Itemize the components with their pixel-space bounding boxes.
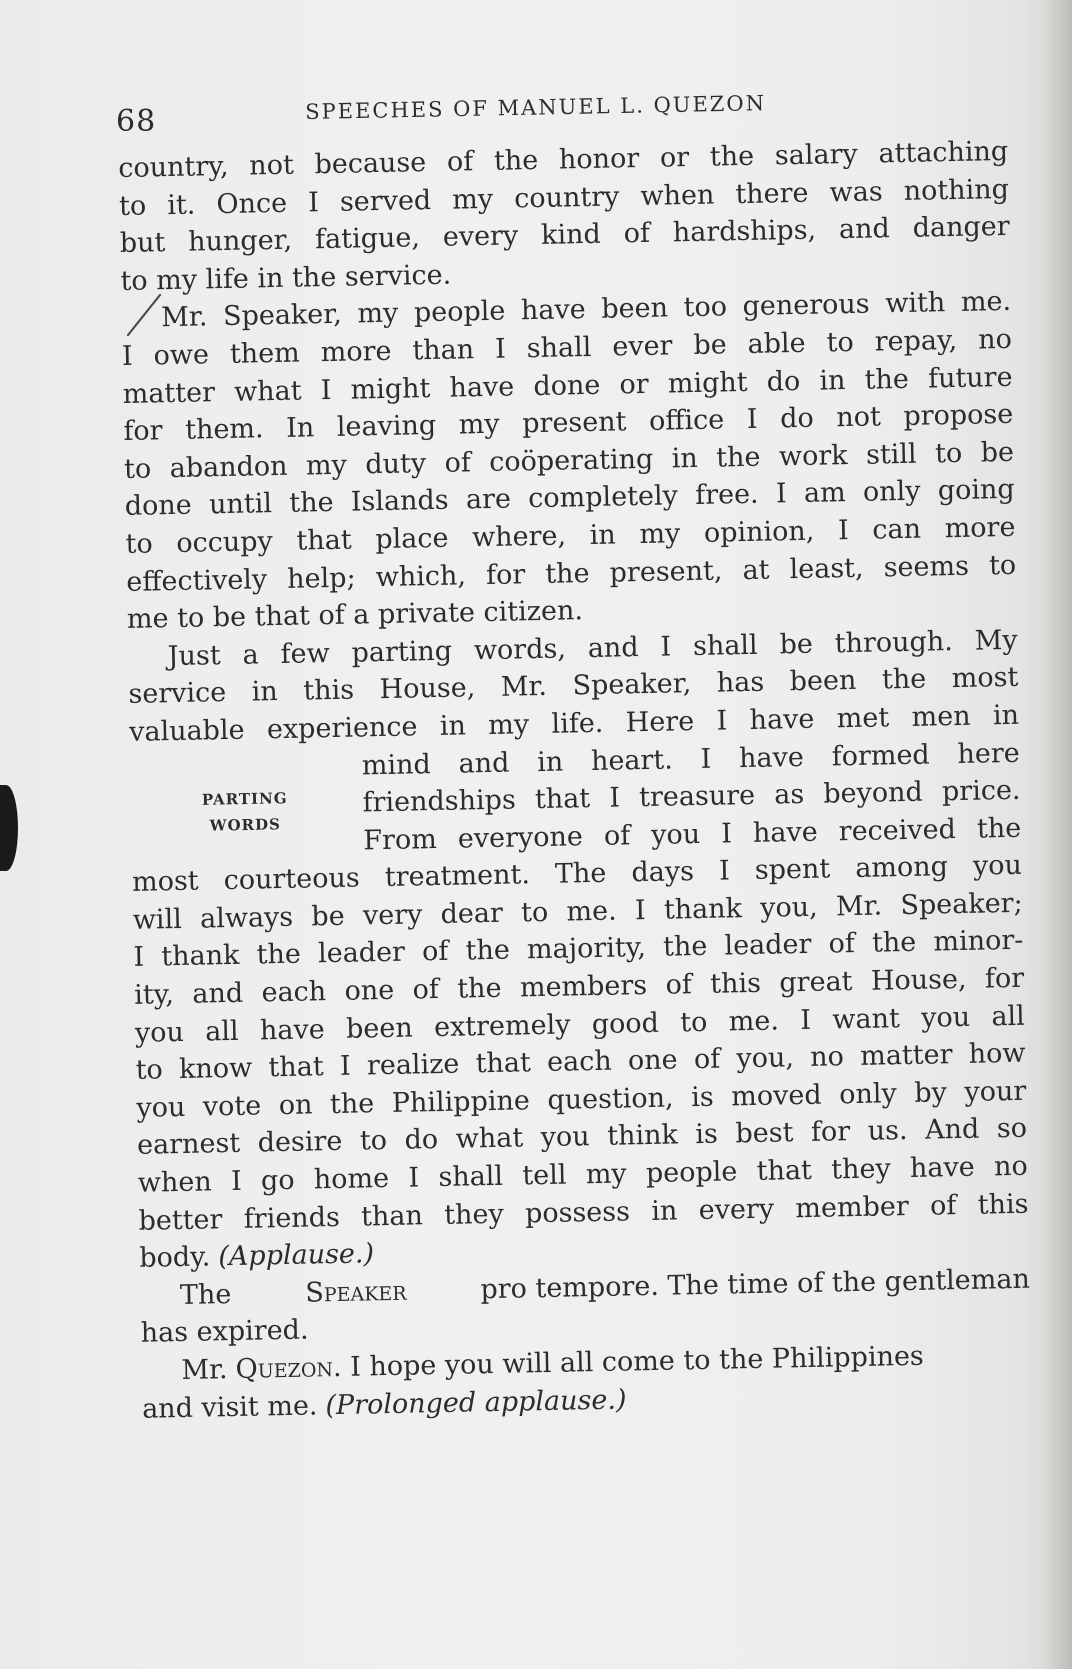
text-fragment: I thank the leader of the majority, the leader of the minor- [133, 925, 1024, 974]
text-fragment: to abandon my duty of coöperating in the work still to be [123, 436, 1015, 485]
text-fragment: pro tempore. The time of the gentleman [480, 1263, 1031, 1306]
text-fragment: you all have been extremely good to me. I want you all [134, 1000, 1026, 1049]
text-fragment: Mr. [181, 1354, 228, 1387]
text-fragment: me to be that of a private citizen. [126, 595, 584, 636]
text-fragment: and visit me. [141, 1389, 318, 1425]
text-fragment: to my life in the service. [120, 259, 452, 297]
text-fragment: Speaker [304, 1275, 407, 1309]
text-fragment: valuable experience in my life. Here I have met men in [128, 699, 1020, 748]
running-head: SPEECHES OF MANUEL L. QUEZON [305, 91, 767, 124]
text-fragment: Mr. Speaker, my people have been too generous with me. [160, 286, 1012, 334]
text-fragment: earnest desire to do what you think is best for us. And so [136, 1113, 1028, 1162]
text-fragment: mind and in heart. I have formed here [361, 737, 1021, 781]
text-fragment: when I go home I shall tell my people that they have no [137, 1150, 1028, 1199]
text-fragment: has expired. [140, 1314, 309, 1350]
page-edge-shadow [1044, 0, 1072, 1669]
text-fragment: I owe them more than I shall ever be able to repay, no [121, 323, 1013, 372]
page-number: 68 [116, 104, 157, 139]
binding-shadow [0, 785, 18, 871]
text-fragment: service in this House, Mr. Speaker, has been the most [128, 662, 1019, 711]
text-fragment: country, not because of the honor or the salary attaching [118, 135, 1009, 184]
text-fragment: matter what I might have done or might do in the future [122, 361, 1013, 410]
text-fragment: for them. In leaving my present office I do not propose [123, 399, 1014, 448]
text-fragment: effectively help; which, for the present, at least, seems to [125, 549, 1017, 598]
text-fragment: . I hope you will all come to the Philippines [332, 1340, 925, 1384]
text-fragment: Quezon [235, 1352, 334, 1385]
margin-note-line: WORDS [209, 815, 282, 835]
margin-note [186, 785, 305, 839]
text-fragment: to know that I realize that each one of you, no matter how [135, 1037, 1026, 1087]
text-fragment: friendships that I treasure as beyond price. [362, 774, 1021, 819]
text-fragment: From everyone of you I have received the [363, 812, 1022, 857]
text-fragment: most courteous treatment. The days I spent among you [131, 850, 1023, 899]
text-fragment: but hunger, fatigue, every kind of hardships, and danger [119, 211, 1010, 260]
text-fragment: (Prolonged applause.) [325, 1384, 627, 1421]
text-fragment: ity, and each one of the members of this great House, for [133, 962, 1025, 1011]
text-fragment: will always be very dear to me. I thank you, Mr. Speaker; [132, 887, 1023, 936]
text-fragment: you vote on the Philippine question, is moved only by your [136, 1075, 1027, 1124]
text-fragment: body. [138, 1241, 211, 1275]
text-fragment: (Applause.) [218, 1238, 375, 1273]
body-text [118, 133, 1032, 1428]
text-fragment: done until the Islands are completely free. I am only going [124, 474, 1015, 523]
text-fragment: Just a few parting words, and I shall be through. My [167, 624, 1018, 672]
text-fragment: to occupy that place where, in my opinion, I can more [125, 511, 1016, 560]
margin-note-line: PARTING [201, 789, 288, 809]
text-fragment: better friends than they possess in every member of this [138, 1188, 1029, 1237]
text-fragment: The [179, 1278, 232, 1311]
text-fragment: to it. Once I served my country when there was nothing [118, 173, 1010, 222]
